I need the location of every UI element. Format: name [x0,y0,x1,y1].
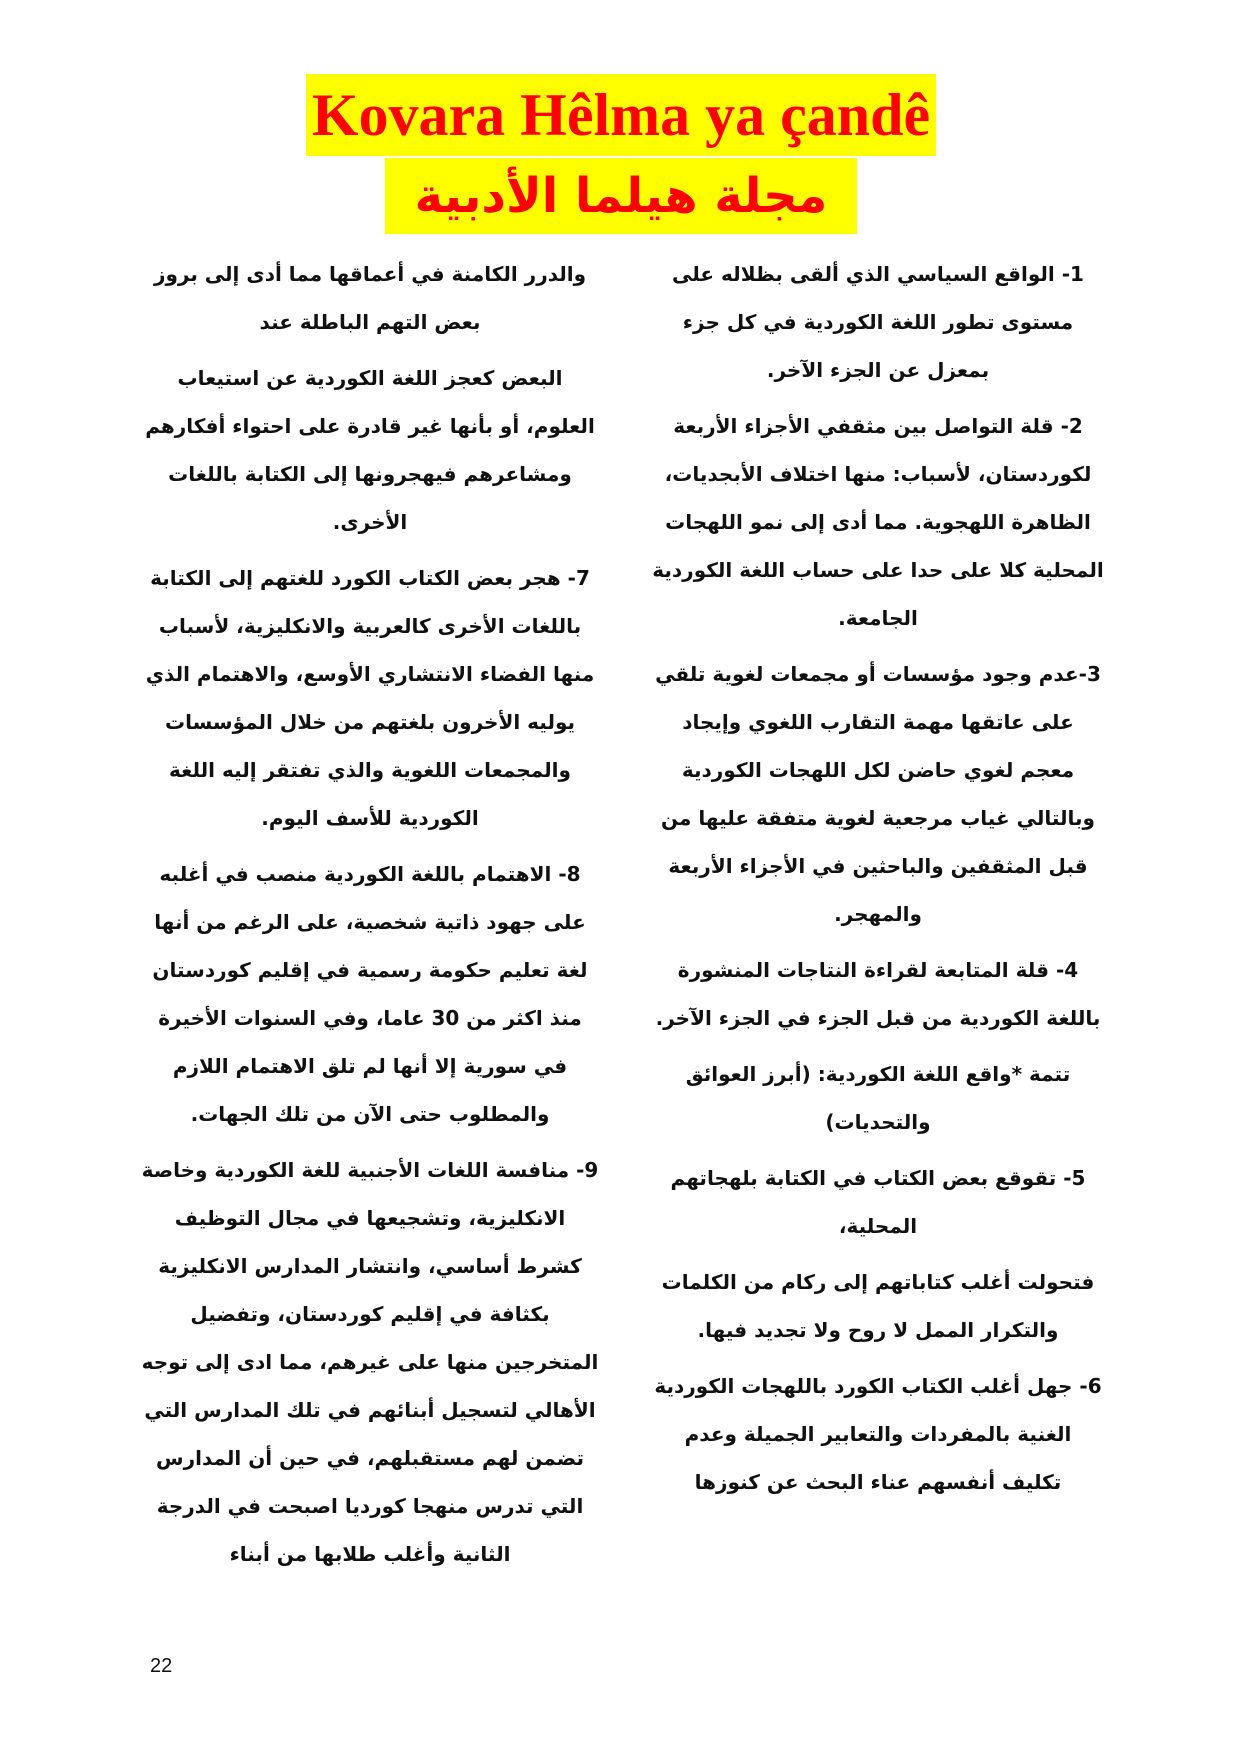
paragraph: 5- تقوقع بعض الكتاب في الكتابة بلهجاتهم المحلية، [670,1166,1086,1238]
paragraph: 3-عدم وجود مؤسسات أو مجمعات لغوية تلقي على عاتقها مهمة التقارب اللغوي وإيجاد معجم لغوي حاضن لكل اللهجات الكوردية وبالتالي غياب مرجعية لغوية متفقة عليها من قبل المثقفين والباحثين في الأجزاء الأربعة والمهجر. [655,662,1101,926]
paragraph: 9- منافسة اللغات الأجنبية للغة الكوردية وخاصة الانكليزية، وتشجيعها في مجال التوظيف كشرط أساسي، وانتشار المدارس الانكليزية بكثافة في إقليم كوردستان، وتفضيل المتخرجين منها على غيرهم، مما ادى إلى توجه الأهالي لتسجيل أبنائهم في تلك المدارس التي تضمن لهم مستقبلهم، في حين أن المدارس التي تدرس منهجا كورديا اصبحت في الدرجة الثانية وأغلب طلابها من أبناء [141,1158,599,1566]
magazine-title-latin: Kovara Hêlma ya çandê [306,74,936,156]
paragraph: البعض كعجز اللغة الكوردية عن استيعاب العلوم، أو بأنها غير قادرة على احتواء أفكارهم ومشاعرهم فيهجرونها إلى الكتابة باللغات الأخرى. [145,366,595,534]
masthead-arabic [0,158,1242,234]
page-number: 22 [150,1655,173,1677]
paragraph: 4- قلة المتابعة لقراءة النتاجات المنشورة باللغة الكوردية من قبل الجزء في الجزء الآخر. [655,958,1101,1030]
paragraph: 1- الواقع السياسي الذي ألقى بظلاله على مستوى تطور اللغة الكوردية في كل جزء بمعزل عن الجزء الآخر. [672,262,1084,382]
magazine-title-arabic: مجلة هيلما الأدبية [385,158,858,234]
article-column-left [140,250,600,1586]
paragraph: والدرر الكامنة في أعماقها مما أدى إلى بروز بعض التهم الباطلة عند [153,262,587,334]
paragraph: 6- جهل أغلب الكتاب الكورد باللهجات الكوردية الغنية بالمفردات والتعابير الجميلة وعدم تكليف أنفسهم عناء البحث عن كنوزها [654,1374,1102,1494]
paragraph: 7- هجر بعض الكتاب الكورد للغتهم إلى الكتابة باللغات الأخرى كالعربية والانكليزية، لأسباب منها الفضاء الانتشاري الأوسع، والاهتمام الذي يوليه الأخرون بلغتهم من خلال المؤسسات والمجمعات اللغوية والذي تفتقر إليه اللغة الكوردية للأسف اليوم. [145,566,595,830]
paragraph: فتحولت أغلب كتاباتهم إلى ركام من الكلمات والتكرار الممل لا روح ولا تجديد فيها. [661,1270,1095,1342]
masthead-latin [0,74,1242,156]
paragraph: 2- قلة التواصل بين مثقفي الأجزاء الأربعة لكوردستان، لأسباب: منها اختلاف الأبجديات، الظاهرة اللهجوية. مما أدى إلى نمو اللهجات المحلية كلا على حدا على حساب اللغة الكوردية الجامعة. [652,414,1104,630]
article-column-right [652,250,1104,1514]
paragraph: 8- الاهتمام باللغة الكوردية منصب في أغلبه على جهود ذاتية شخصية، على الرغم من أنها لغة تعليم حكومة رسمية في إقليم كوردستان منذ اكثر من 30 عاما، وفي السنوات الأخيرة في سورية إلا أنها لم تلق الاهتمام اللازم والمطلوب حتى الآن من تلك الجهات. [152,862,588,1126]
paragraph: تتمة *واقع اللغة الكوردية: (أبرز العوائق والتحديات) [685,1062,1071,1134]
